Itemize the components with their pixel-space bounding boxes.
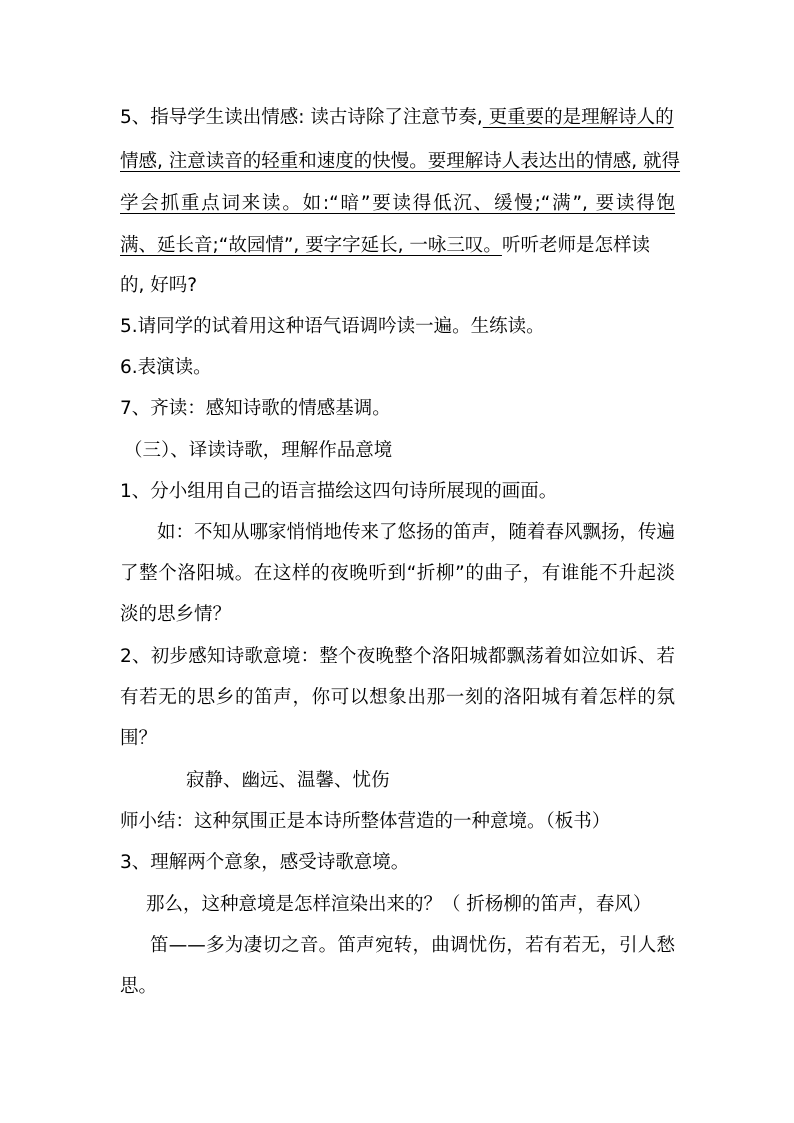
step5b-paragraph: 5.请同学的试着用这种语气语调吟读一遍。生练读。 (120, 316, 545, 337)
item2-line-1: 2、初步感知诗歌意境：整个夜晚整个洛阳城都飘荡着如泣如诉、若 (120, 646, 675, 667)
example-line-3: 淡的思乡情？ (120, 604, 232, 625)
item2-line-2: 有若无的思乡的笛声，你可以想象出那一刻的洛阳城有着怎样的氛 (120, 687, 675, 708)
question-paragraph: 那么，这种意境是怎样渲染出来的？（ 折杨柳的笛声，春风） (146, 894, 652, 915)
item2-line-3: 围？ (120, 728, 158, 749)
step5-lead: 5、指导学生读出情感: 读古诗除了注意节奏, (120, 107, 483, 128)
step5-line-2: 情感, 注意读音的轻重和速度的快慢。要理解诗人表达出的情感, 就得 (120, 151, 681, 172)
mood-words: 寂静、幽远、温馨、忧伤 (186, 770, 390, 791)
example-line-2: 了整个洛阳城。在这样的夜晚听到“折柳”的曲子，有谁能不升起淡 (120, 563, 675, 584)
step5-tail: 听听老师是怎样读 (501, 235, 650, 256)
step5-line-5: 的, 好吗? (120, 275, 198, 296)
step5-underlined-text: 更重要的是理解诗人的 (482, 107, 674, 128)
section-3-heading: （三）、译读诗歌，理解作品意境 (124, 440, 393, 461)
step5-line-1 (120, 106, 674, 130)
step7-paragraph: 7、齐读：感知诗歌的情感基调。 (120, 398, 391, 419)
step5-underlined-end: 满、延长音;“故园情”, 要字字延长, 一咏三叹。 (120, 235, 502, 256)
step5-line-4 (120, 234, 650, 258)
step5-line-3: 学会抓重点词来读。如:“暗”要读得低沉、缓慢;“满”, 要读得饱 (120, 193, 675, 214)
flute-line-2: 思。 (120, 976, 158, 997)
example-line-1: 如：不知从哪家悄悄地传来了悠扬的笛声，随着春风飘扬，传遍 (157, 522, 676, 543)
item3-paragraph: 3、理解两个意象，感受诗歌意境。 (120, 852, 410, 873)
teacher-summary: 师小结：这种氛围正是本诗所整体营造的一种意境。（板书） (120, 811, 611, 832)
item1-paragraph: 1、分小组用自己的语言描绘这四句诗所展现的画面。 (120, 481, 558, 502)
step6-paragraph: 6.表演读。 (120, 357, 212, 378)
flute-line-1: 笛——多为凄切之音。笛声宛转，曲调忧伤，若有若无，引人愁 (150, 935, 675, 956)
